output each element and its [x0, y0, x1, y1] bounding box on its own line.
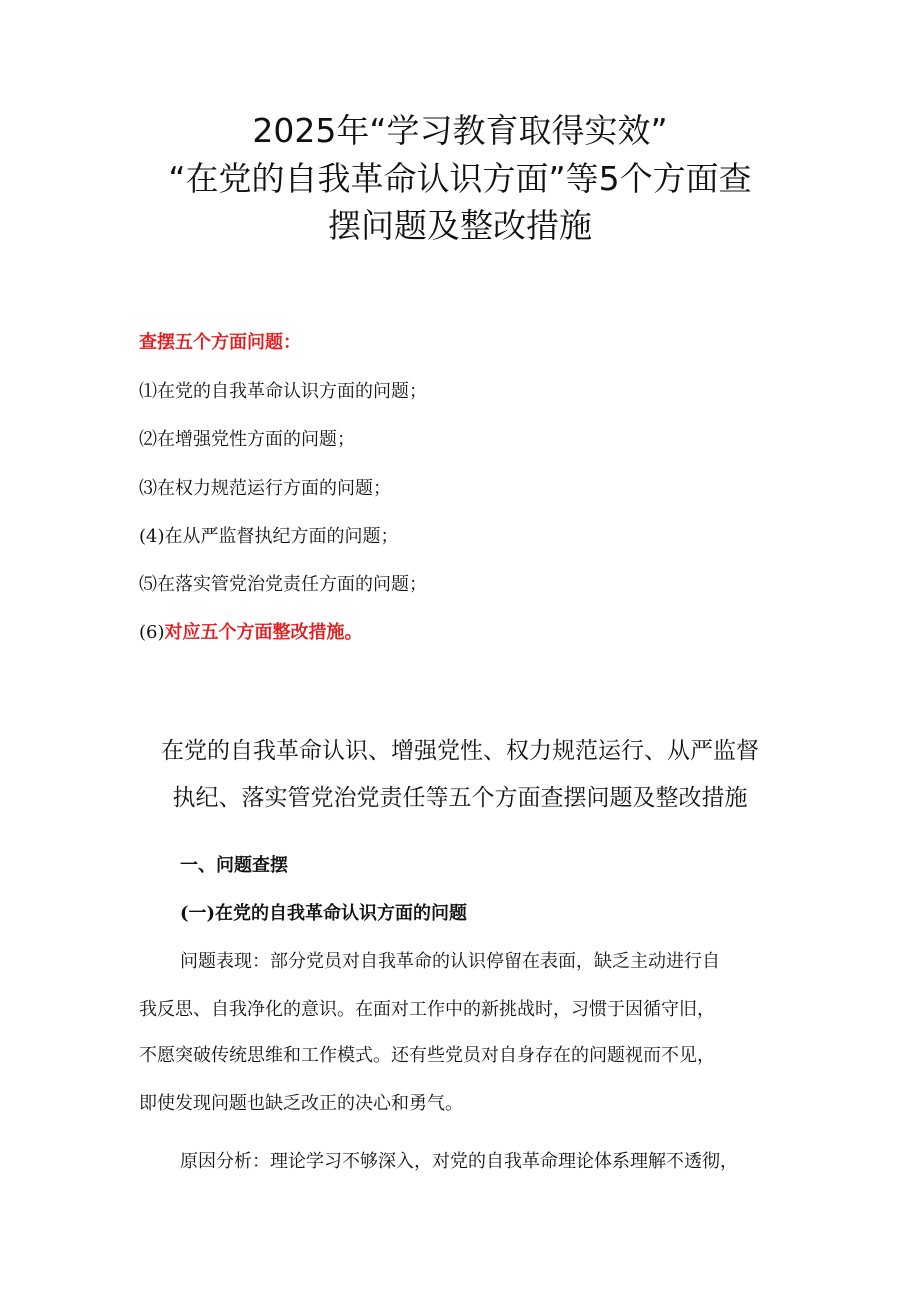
outline-item-6-text: 对应五个方面整改措施。: [164, 622, 363, 643]
outline-item-6-prefix: (6): [139, 622, 165, 643]
outline-item-3: ⑶在权力规范运行方面的问题；: [139, 478, 391, 499]
section-heading-1: 一、问题查摆: [180, 855, 288, 876]
outline-item-6: [139, 620, 363, 646]
document-title-line-3: 摆问题及整改措施: [328, 206, 592, 245]
paragraph-line-4: 即使发现问题也缺乏改正的决心和勇气。: [139, 1093, 463, 1114]
outline-item-5: ⑸在落实管党治党责任方面的问题；: [139, 574, 427, 595]
outline-item-1: ⑴在党的自我革命认识方面的问题；: [139, 381, 427, 402]
paragraph-line-1: 问题表现：部分党员对自我革命的认识停留在表面，缺乏主动进行自: [180, 951, 720, 972]
document-title-line-1: 2025年“学习教育取得实效”: [252, 111, 668, 150]
paragraph-line-3: 不愿突破传统思维和工作模式。还有些党员对自身存在的问题视而不见，: [139, 1045, 715, 1066]
outline-heading: 查摆五个方面问题：: [139, 332, 301, 353]
outline-item-2: ⑵在增强党性方面的问题；: [139, 429, 355, 450]
subtitle-line-1: 在党的自我革命认识、增强党性、权力规范运行、从严监督: [161, 738, 759, 764]
cause-analysis-line: 原因分析：理论学习不够深入，对党的自我革命理论体系理解不透彻，: [180, 1151, 738, 1172]
subtitle-line-2: 执纪、落实管党治党责任等五个方面查摆问题及整改措施: [172, 785, 748, 811]
document-title-line-2: “在党的自我革命认识方面”等5个方面查: [168, 159, 752, 198]
paragraph-line-2: 我反思、自我净化的意识。在面对工作中的新挑战时，习惯于因循守旧，: [139, 999, 715, 1020]
outline-item-4: (4)在从严监督执纪方面的问题；: [139, 526, 399, 547]
subsection-heading-1-1: (一)在党的自我革命认识方面的问题: [180, 903, 468, 924]
